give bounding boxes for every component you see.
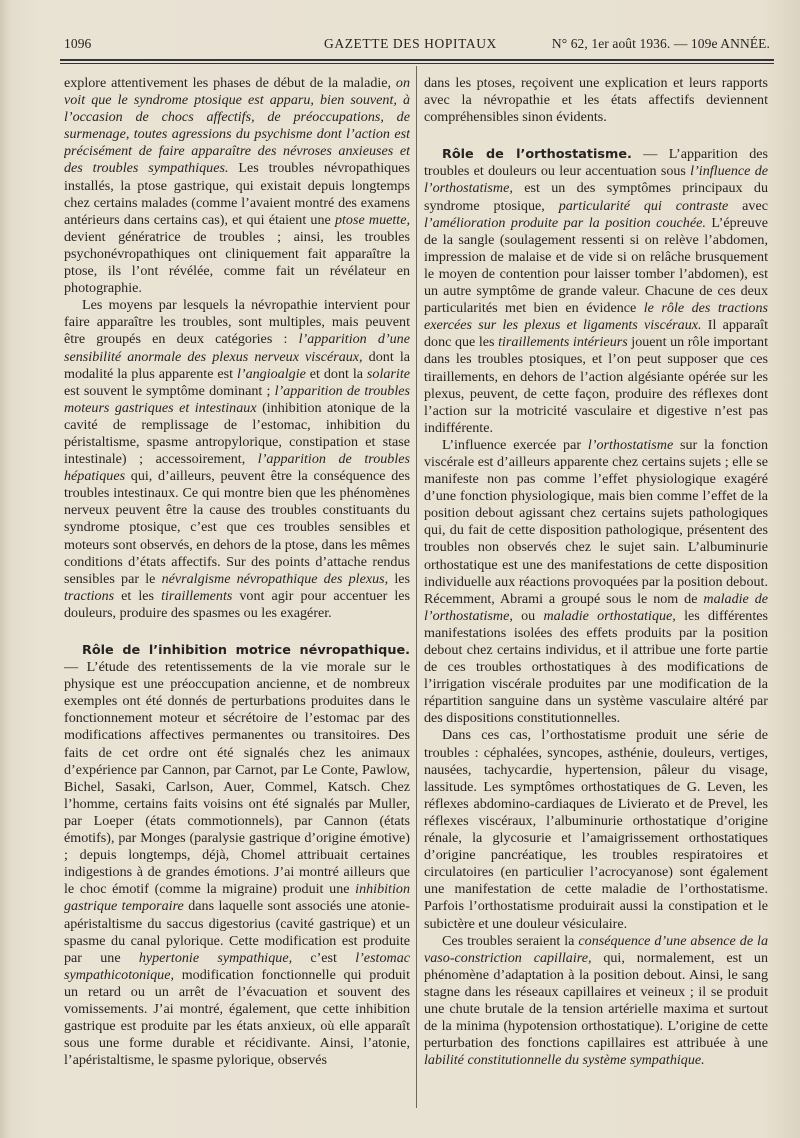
text-run: jouent un rôle important dans les troubles ptosiques, et l’on peut supposer que ces tiraillements, en dehors de l’action algésiante opérée sur les plexus, peuvent, de cette façon, produire des réflexes dont l’action sur la motricité vasculaire et digestive n’est pas indifférente. [424,334,768,436]
paragraph [64,75,410,297]
paragraph [424,437,768,728]
right-column [424,75,768,1115]
italic-run: solarite [366,365,410,382]
text-run: — L’étude des retentissements de la vie morale sur le physique est une préoccupation ancienne, et de nombreux exemples ont été donnés de perturbations produites dans le fonctionnement moteur et sécrétoire de l’estomac par des modifications affectives permanentes ou transitoires. Des faits de cet ordre ont été signalés chez les animaux d’expérience par Cannon, par Carnot, par Le Conte, Pawlow, Bichel, Sasaki, Carlson, Auer, Commel, Katsch. Chez l’homme, certains faits voisins ont été signalés par Muller, par Loeper (états commotionnels), par Cannon (états émotifs), par Monges (paralysie gastrique d’origine émotive) ; depuis longtemps, déjà, Chomel attribuait certaines indigestions à de grandes émotions. J’ai montré ailleurs que le choc émotif (comme la migraine) produit une [64,659,410,898]
italic-run: labilité constitutionnelle du système sympathique. [424,1052,705,1069]
paragraph [424,727,768,932]
text-run: — L’apparition des troubles et douleurs ou leur accentuation sous [424,146,768,180]
italic-run: maladie de l’orthostatisme, [424,590,768,624]
text-run: Dans ces cas, l’orthostatisme produit une série de troubles : céphalées, syncopes, asthénie, douleurs, vertiges, nausées, tachycardie, hypertension, pâleur du visage, lassitude. Les symptômes orthostatiques de G. Leven, les réflexes abdomino-cardiaques de Livierato et de Prevel, les réflexes viscéraux, l’albuminurie orthostatique d’origine rénale, la glycosurie et l’amaigrissement orthostatiques d’origine pancréatique, les troubles respiratoires et circulatoires (en particulier l’acrocyanose) sont également une manifestation de cette maladie de l’orthostatisme. Parfois l’orthostatisme produirait aussi la constipation et le subictère et une douleur vésiculaire. [424,727,768,932]
section-heading: Rôle de l’inhibition motrice névropathique. [82,643,410,658]
text-run: L’épreuve de la sangle (soulagement ressenti si on relève l’abdomen, impression de malaise et de vide si on relâche brusquement le moyen de contention pour laisser tomber l’abdomen), est un autre symptôme de grande valeur. Chacune de ces deux particularités met bien en évidence [424,214,768,317]
text-run: devient génératrice de troubles ; ainsi, les troubles psychonévropathiques ont cliniquement fait apparaître la ptose, ils l’ont révélée, comme fait un révélateur en photographie. [64,228,410,297]
issue-info: N° 62, 1er août 1936. — 109e ANNÉE. [551,36,770,51]
text-run: les [388,570,410,587]
italic-run: tractions [64,587,115,604]
italic-run: particularité qui contraste [558,197,729,214]
header-rule [60,59,774,64]
italic-run: conséquence d’une absence de la vaso-constriction capillaire, [424,932,768,966]
italic-run: l’apparition de troubles hépatiques [64,451,410,485]
text-run: c’est [292,949,356,966]
italic-run: l’influence de l’orthostatisme, [424,163,768,197]
italic-run: l’apparition d’une sensibilité anormale des plexus nerveux viscéraux, [64,331,410,365]
paragraph [424,933,768,1070]
text-run: modification fonctionnelle qui produit un retard ou un arrêt de l’évacuation et souvent des vomissements. J’ai montré, également, que cette inhibition gastrique est produite par les états anxieux, où elle apparaît sous une forme durable et récidivante. Ainsi, l’atonie, l’apéristaltisme, le spasme pylorique, observés [64,966,410,1069]
italic-run: l’angioalgie [236,365,306,382]
text-run: est un des symptômes principaux du syndrome ptosique, [424,180,768,214]
italic-run: l’orthostatisme [587,436,674,453]
left-column [64,75,410,1115]
text-run: L’influence exercée par [442,436,588,453]
italic-run: tiraillements intérieurs [498,334,628,351]
text-run: ou [512,607,544,624]
text-run: Les troubles névropathiques installés, la ptose gastrique, qui existait depuis longtemps chez certains malades (comme l’avaient montré des examens antérieurs dans certains cas), et qui étaient une [64,160,410,228]
text-run: qui, normalement, est un phénomène d’adaptation à la position debout. Ainsi, le sang stagne dans les réseaux capillaires et veineux ; il se produit une chute brutale de la tension artérielle maxima et surtout de la minima (hypotension orthostatique). L’origine de cette perturbation des fonctions capillaires est attribuée à une [424,949,768,1052]
italic-run: tiraillements [161,587,233,604]
paragraph [64,297,410,622]
text-run: Il apparaît donc que les [424,317,768,351]
italic-run: ptose muette, [334,211,410,228]
text-run: Ces troubles seraient la [442,932,579,949]
text-run: et les [114,587,162,604]
text-run: est souvent le symptôme dominant ; [64,382,275,399]
paragraph [424,75,768,126]
italic-run: le rôle des tractions exercées sur les plexus et ligaments viscéraux. [424,300,768,334]
column-divider [416,66,417,1108]
running-header [64,36,770,56]
italic-run: inhibition gastrique temporaire [64,881,410,915]
italic-run: maladie orthostatique, [543,607,676,624]
section-body [424,146,768,436]
section-heading: Rôle de l’orthostatisme. [442,147,632,163]
italic-run: hypertonie sympathique, [138,949,293,966]
section-paragraph [64,642,410,1069]
text-run: qui, d’ailleurs, peuvent être la conséquence des troubles intestinaux. Ce qui montre bien que les phénomènes nerveux peuvent être la cause des troubles constituants du syndrome ptosique, c’est que ces troubles sensibles et moteurs sont observés, en dehors de la ptose, dans les mêmes conditions d’états affectifs. Sur des points d’attache rendus sensibles par le [64,468,410,587]
text-run: les différentes manifestations isolées des effets produits par la position debout chez certains individus, et il attribue une forte partie de ces troubles orthostatiques à des modifications de l’irrigation viscérale produites par une modification de la répartition sanguine dans un système vasculaire altéré par des dispositions constitutionnelles. [424,607,768,727]
section-paragraph [424,146,768,437]
text-run: (inhibition atonique de la cavité de remplissage de l’estomac, inhibition du péristaltisme, spasme antropylorique, constipation et stase intestinale) ; accessoirement, [64,399,410,468]
text-run: sur la fonction viscérale est d’ailleurs apparente chez certains sujets ; elle se manifeste non pas comme l’effet physiologique exagéré d’une fonction physiologique, mais bien comme l’effet de la position debout agissant chez certains sujets pathologiques qui, du fait de cette disposition pathologique, présentent des troubles non observés chez le sujet sain. L’albuminurie orthostatique est une des manifestations de cette disposition individuelle aux réactions provoquées par la position debout. Récemment, Abrami a groupé sous le nom de [424,436,768,607]
text-run: explore attentivement les phases de début de la maladie, [64,75,396,91]
text-run: dans laquelle sont associés une atonie-apéristaltisme du saccus digestorius (cavité gastrique) et un spasme du canal pylorique. Cette modification est produite par une [64,898,410,966]
italic-run: l’amélioration produite par la position couchée. [424,214,706,231]
italic-run: l’estomac sympathicotonique, [64,949,410,983]
text-run: et dont la [305,365,367,382]
section-body [64,659,410,1068]
text-run: dont la modalité la plus apparente est [64,348,410,382]
page-number: 1096 [64,36,92,51]
text-run: dans les ptoses, reçoivent une explication et leurs rapports avec la névropathie et les états affectifs deviennent compréhensibles sinon évidents. [424,75,768,126]
italic-run: névralgisme névropathique des plexus, [161,570,389,587]
text-run: avec [728,197,768,214]
italic-run: on voit que le syndrome ptosique est apparu, bien souvent, à l’occasion de chocs affectifs, de préoccupations, de surmenage, toutes agressions du psychisme dont l’action est précisément de faire apparaître des névroses anxieuses et des troubles sympathiques. [64,75,410,177]
italic-run: l’apparition de troubles moteurs gastriques et intestinaux [64,382,410,416]
text-run: Les moyens par lesquels la névropathie intervient pour faire apparaître les troubles, sont multiples, mais peuvent être groupés en deux catégories : [64,297,410,348]
journal-title: GAZETTE DES HOPITAUX [324,36,497,51]
text-run: vont agir pour accentuer les douleurs, produire des spasmes ou les exagérer. [64,587,410,621]
